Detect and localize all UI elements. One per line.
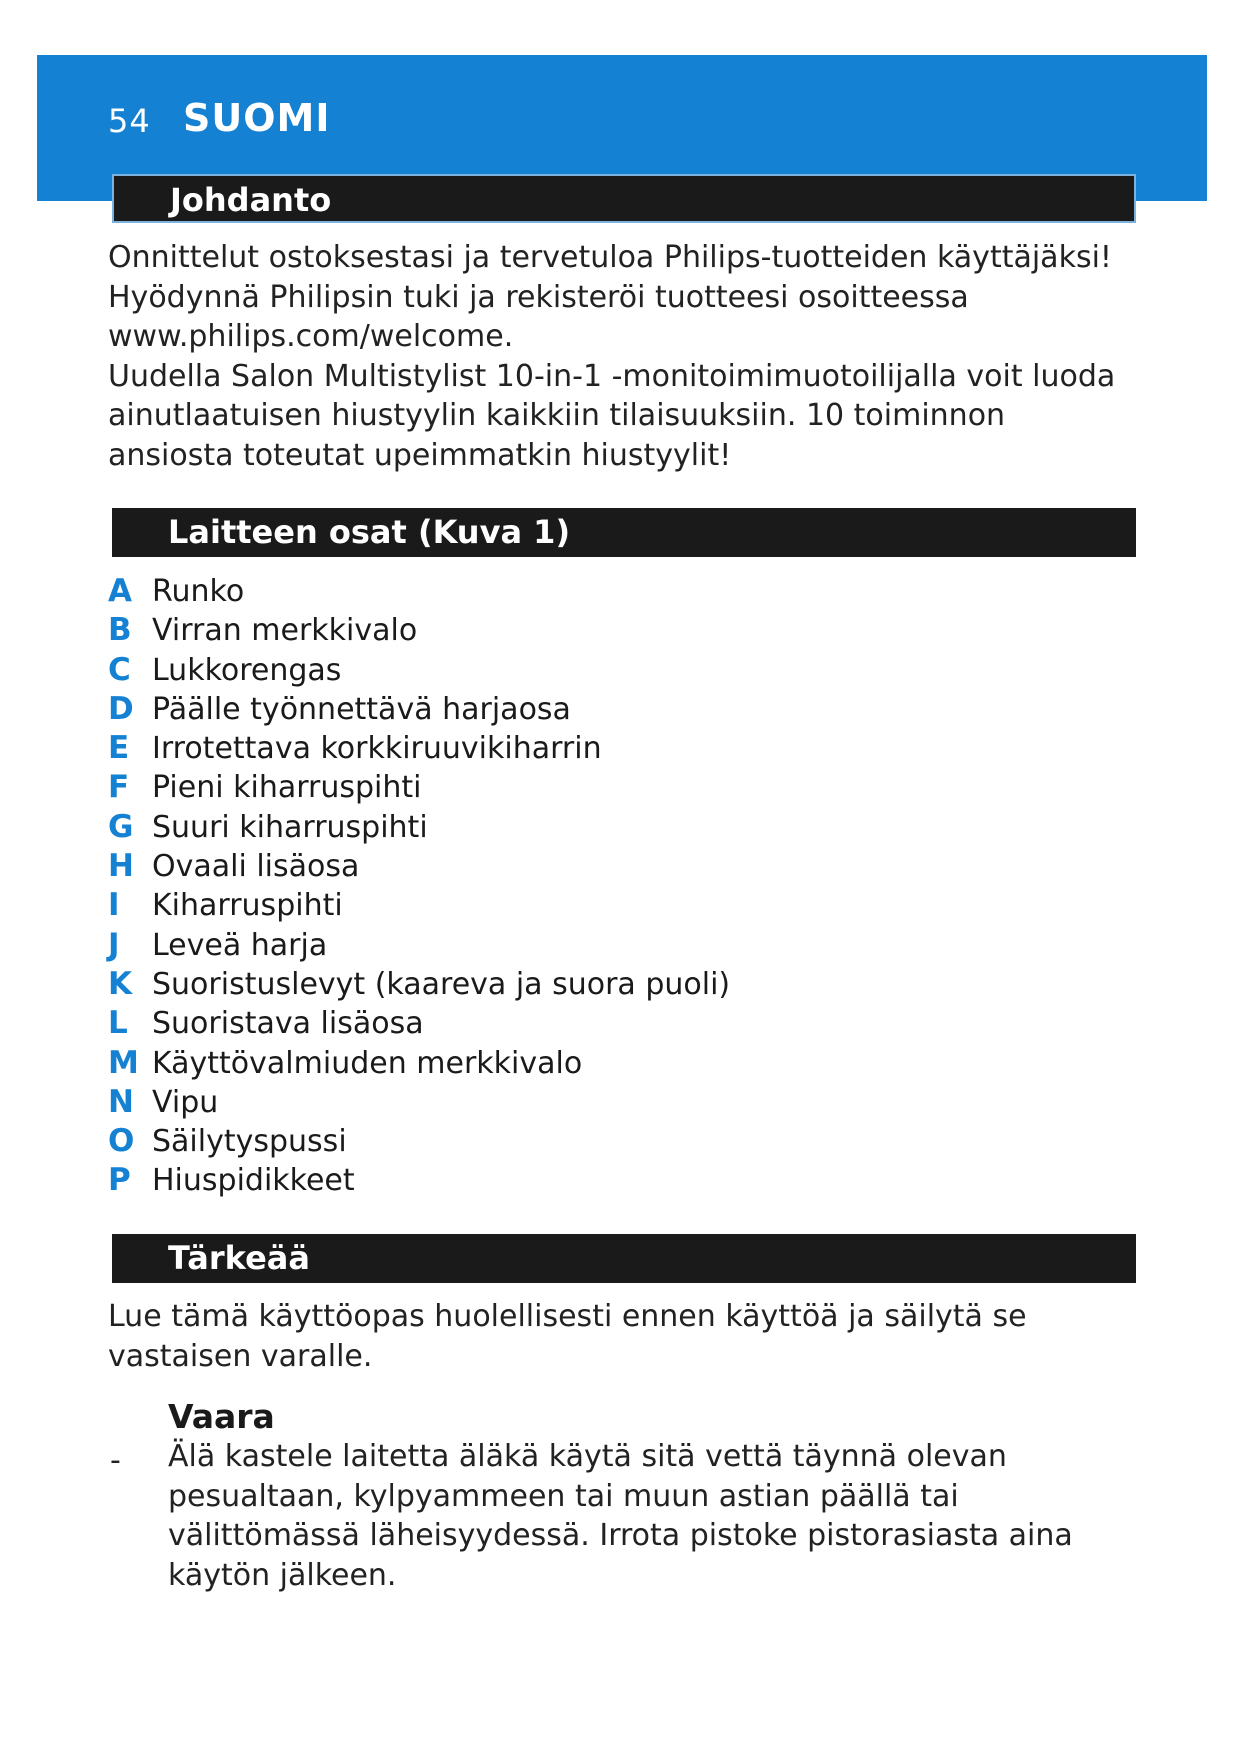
part-item-f xyxy=(108,768,730,807)
part-letter: C xyxy=(108,651,131,688)
intro-paragraph-2: Uudella Salon Multistylist 10-in-1 -monitoimimuotoilijalla voit luoda ainutlaatuisen hiustyylin kaikkiin tilaisuuksiin. 10 toiminnon ansiosta toteutat upeimmatkin hiustyylit! xyxy=(108,358,1116,473)
part-item-m xyxy=(108,1044,730,1083)
warning-title: Vaara xyxy=(168,1397,275,1436)
section-title-intro: Johdanto xyxy=(170,181,332,219)
part-letter: K xyxy=(108,965,133,1002)
part-label: Lukkorengas xyxy=(152,652,342,688)
part-letter: L xyxy=(108,1005,128,1042)
part-item-k xyxy=(108,965,730,1004)
part-item-c xyxy=(108,651,730,690)
list-bullet: - xyxy=(110,1443,121,1478)
part-letter: H xyxy=(108,848,134,885)
part-item-p xyxy=(108,1161,730,1200)
section-header-parts xyxy=(112,508,1136,557)
part-letter: D xyxy=(108,690,134,727)
part-letter: O xyxy=(108,1123,135,1160)
part-item-g xyxy=(108,808,730,847)
part-label: Säilytyspussi xyxy=(152,1124,347,1160)
page-number: 54 xyxy=(108,102,151,140)
part-label: Irrotettava korkkiruuvikiharrin xyxy=(152,731,602,767)
part-label: Runko xyxy=(152,574,245,609)
part-item-e xyxy=(108,729,730,768)
part-item-i xyxy=(108,886,730,925)
language-title: SUOMI xyxy=(183,96,331,140)
part-label: Vipu xyxy=(152,1084,219,1120)
part-label: Suuri kiharruspihti xyxy=(152,809,428,845)
part-letter: N xyxy=(108,1083,134,1120)
part-letter: E xyxy=(108,730,130,767)
part-label: Hiuspidikkeet xyxy=(152,1163,355,1199)
part-letter: A xyxy=(108,573,132,609)
part-letter: P xyxy=(108,1162,131,1199)
section-title-important: Tärkeää xyxy=(168,1239,310,1277)
part-label: Käyttövalmiuden merkkivalo xyxy=(152,1045,583,1081)
part-item-b xyxy=(108,611,730,650)
part-letter: G xyxy=(108,808,134,845)
part-label: Suoristava lisäosa xyxy=(152,1006,424,1042)
part-item-a xyxy=(108,572,730,611)
important-paragraph: Lue tämä käyttöopas huolellisesti ennen käyttöä ja säilytä se vastaisen varalle. xyxy=(108,1299,1027,1374)
part-item-l xyxy=(108,1004,730,1043)
part-label: Leveä harja xyxy=(152,927,328,963)
part-letter: J xyxy=(108,926,120,963)
part-label: Suoristuslevyt (kaareva ja suora puoli) xyxy=(152,966,731,1002)
part-item-d xyxy=(108,690,730,729)
part-item-o xyxy=(108,1122,730,1161)
part-label: Virran merkkivalo xyxy=(152,613,418,649)
part-label: Ovaali lisäosa xyxy=(152,849,360,885)
part-letter: I xyxy=(108,887,120,924)
part-item-h xyxy=(108,847,730,886)
section-header-important xyxy=(112,1234,1136,1283)
part-label: Pieni kiharruspihti xyxy=(152,770,422,806)
parts-list xyxy=(108,572,730,1201)
intro-text xyxy=(108,238,1138,475)
part-letter: B xyxy=(108,612,132,649)
part-item-j xyxy=(108,926,730,965)
important-text xyxy=(108,1297,1138,1376)
part-letter: M xyxy=(108,1044,139,1081)
part-label: Kiharruspihti xyxy=(152,888,343,924)
section-header-intro xyxy=(112,174,1136,223)
part-letter: F xyxy=(108,769,130,806)
part-item-n xyxy=(108,1083,730,1122)
intro-paragraph-1: Onnittelut ostoksestasi ja tervetuloa Philips-tuotteiden käyttäjäksi! Hyödynnä Philipsin tuki ja rekisteröi tuotteesi osoitteessa www.philips.com/welcome. xyxy=(108,240,1112,354)
part-label: Päälle työnnettävä harjaosa xyxy=(152,691,571,727)
section-title-parts: Laitteen osat (Kuva 1) xyxy=(168,513,571,551)
warning-text: Älä kastele laitetta äläkä käytä sitä vettä täynnä olevan pesualtaan, kylpyammeen tai muun astian päällä tai välittömässä läheisyydessä. Irrota pistoke pistorasiasta aina käytön jälkeen. xyxy=(168,1439,1073,1593)
